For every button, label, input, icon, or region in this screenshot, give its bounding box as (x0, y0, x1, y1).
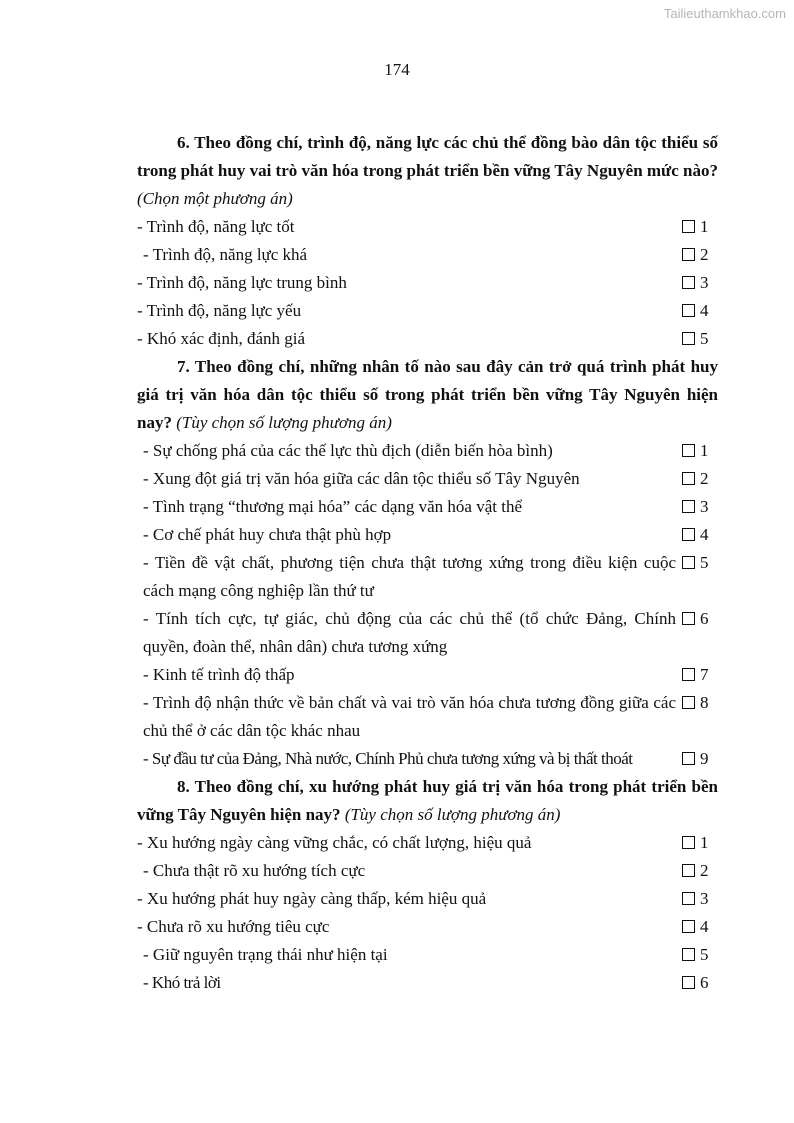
option-code: 7 (700, 665, 709, 684)
option-code: 3 (700, 889, 709, 908)
option-code: 1 (700, 217, 709, 236)
option-code: 9 (700, 749, 709, 768)
option-label: - Tính tích cực, tự giác, chủ động của các chủ thể (tổ chức Đảng, Chính quyền, đoàn thể, nhân dân) chưa tương xứng (143, 609, 676, 656)
option-checkbox[interactable] (682, 661, 718, 689)
option-checkbox[interactable] (682, 829, 718, 857)
checkbox-icon[interactable] (682, 556, 695, 569)
checkbox-icon[interactable] (682, 276, 695, 289)
checkbox-icon[interactable] (682, 500, 695, 513)
option-row (137, 857, 718, 885)
checkbox-icon[interactable] (682, 836, 695, 849)
option-code: 4 (700, 525, 709, 544)
option-code: 2 (700, 245, 709, 264)
option-row (137, 829, 718, 857)
option-label: - Chưa rõ xu hướng tiêu cực (137, 917, 330, 936)
option-checkbox[interactable] (682, 941, 718, 969)
option-row (137, 493, 718, 521)
checkbox-icon[interactable] (682, 444, 695, 457)
option-label: - Xu hướng phát huy ngày càng thấp, kém hiệu quả (137, 889, 487, 908)
checkbox-icon[interactable] (682, 528, 695, 541)
option-checkbox[interactable] (682, 297, 718, 325)
checkbox-icon[interactable] (682, 696, 695, 709)
option-label: - Trình độ, năng lực yếu (137, 301, 302, 320)
question-title: 8. Theo đồng chí, xu hướng phát huy giá trị văn hóa trong phát triển bền vững Tây Nguyên hiện nay? (137, 777, 718, 824)
option-checkbox[interactable] (682, 437, 718, 465)
option-label: - Xu hướng ngày càng vững chắc, có chất lượng, hiệu quả (137, 833, 532, 852)
option-label: - Trình độ nhận thức về bản chất và vai trò văn hóa chưa tương đồng giữa các chủ thể ở các dân tộc khác nhau (143, 693, 676, 740)
option-row (137, 241, 718, 269)
option-code: 4 (700, 917, 709, 936)
option-label: - Cơ chế phát huy chưa thật phù hợp (143, 525, 392, 544)
option-row (137, 325, 718, 353)
option-label: - Giữ nguyên trạng thái như hiện tại (143, 945, 388, 964)
question-7 (137, 353, 718, 437)
option-row (137, 269, 718, 297)
option-code: 5 (700, 945, 709, 964)
question-note: (Chọn một phương án) (137, 189, 293, 208)
option-row (137, 213, 718, 241)
checkbox-icon[interactable] (682, 920, 695, 933)
checkbox-icon[interactable] (682, 892, 695, 905)
option-checkbox[interactable] (682, 745, 718, 773)
option-checkbox[interactable] (682, 885, 718, 913)
option-row (137, 465, 718, 493)
option-label: - Sự đầu tư của Đảng, Nhà nước, Chính Phủ chưa tương xứng và bị thất thoát (143, 749, 633, 768)
question-title: 7. Theo đồng chí, những nhân tố nào sau đây cản trở quá trình phát huy giá trị văn hóa dân tộc thiểu số trong phát triển bền vững Tây Nguyên hiện nay? (137, 357, 718, 432)
checkbox-icon[interactable] (682, 332, 695, 345)
checkbox-icon[interactable] (682, 248, 695, 261)
option-label: - Trình độ, năng lực trung bình (137, 273, 347, 292)
option-row (137, 605, 718, 661)
option-checkbox[interactable] (682, 213, 718, 241)
checkbox-icon[interactable] (682, 976, 695, 989)
option-checkbox[interactable] (682, 549, 718, 577)
option-label: - Trình độ, năng lực khá (143, 245, 308, 264)
option-checkbox[interactable] (682, 969, 718, 997)
option-row (137, 297, 718, 325)
option-row (137, 661, 718, 689)
option-code: 5 (700, 553, 709, 572)
question-title: 6. Theo đồng chí, trình độ, năng lực các chủ thể đồng bào dân tộc thiểu số trong phát huy vai trò văn hóa trong phát triển bền vững Tây Nguyên mức nào? (137, 133, 719, 180)
option-code: 2 (700, 469, 709, 488)
option-checkbox[interactable] (682, 689, 718, 717)
option-row (137, 913, 718, 941)
checkbox-icon[interactable] (682, 668, 695, 681)
option-label: - Sự chống phá của các thế lực thù địch (diễn biến hòa bình) (143, 441, 553, 460)
option-code: 3 (700, 497, 709, 516)
option-checkbox[interactable] (682, 521, 718, 549)
checkbox-icon[interactable] (682, 220, 695, 233)
option-row (137, 549, 718, 605)
option-code: 3 (700, 273, 709, 292)
question-note: (Tùy chọn số lượng phương án) (344, 805, 561, 824)
checkbox-icon[interactable] (682, 472, 695, 485)
option-code: 8 (700, 693, 709, 712)
option-label: - Khó xác định, đánh giá (137, 329, 306, 348)
option-row (137, 521, 718, 549)
option-label: - Khó trả lời (143, 973, 221, 992)
checkbox-icon[interactable] (682, 948, 695, 961)
watermark: Tailieuthamkhao.com (663, 6, 786, 21)
option-row (137, 437, 718, 465)
option-label: - Chưa thật rõ xu hướng tích cực (143, 861, 366, 880)
option-checkbox[interactable] (682, 913, 718, 941)
option-label: - Tiền đề vật chất, phương tiện chưa thật tương xứng trong điều kiện cuộc cách mạng công nghiệp lần thứ tư (143, 553, 676, 600)
option-row (137, 941, 718, 969)
checkbox-icon[interactable] (682, 612, 695, 625)
option-code: 1 (700, 833, 709, 852)
option-row (137, 689, 718, 745)
option-code: 6 (700, 609, 709, 628)
questionnaire (137, 129, 718, 997)
option-checkbox[interactable] (682, 241, 718, 269)
option-checkbox[interactable] (682, 857, 718, 885)
checkbox-icon[interactable] (682, 752, 695, 765)
option-checkbox[interactable] (682, 465, 718, 493)
option-row (137, 745, 718, 773)
question-6 (137, 129, 718, 213)
option-row (137, 885, 718, 913)
option-code: 4 (700, 301, 709, 320)
option-checkbox[interactable] (682, 493, 718, 521)
option-code: 6 (700, 973, 709, 992)
option-label: - Kinh tế trình độ thấp (143, 665, 295, 684)
option-label: - Xung đột giá trị văn hóa giữa các dân tộc thiểu số Tây Nguyên (143, 469, 580, 488)
page-number: 174 (384, 60, 410, 79)
option-label: - Tình trạng “thương mại hóa” các dạng văn hóa vật thể (143, 497, 523, 516)
option-checkbox[interactable] (682, 605, 718, 633)
option-code: 5 (700, 329, 709, 348)
question-note: (Tùy chọn số lượng phương án) (176, 413, 392, 432)
option-checkbox[interactable] (682, 269, 718, 297)
option-code: 1 (700, 441, 709, 460)
checkbox-icon[interactable] (682, 864, 695, 877)
option-row (137, 969, 718, 997)
question-8 (137, 773, 718, 829)
option-label: - Trình độ, năng lực tốt (137, 217, 295, 236)
option-code: 2 (700, 861, 709, 880)
checkbox-icon[interactable] (682, 304, 695, 317)
option-checkbox[interactable] (682, 325, 718, 353)
